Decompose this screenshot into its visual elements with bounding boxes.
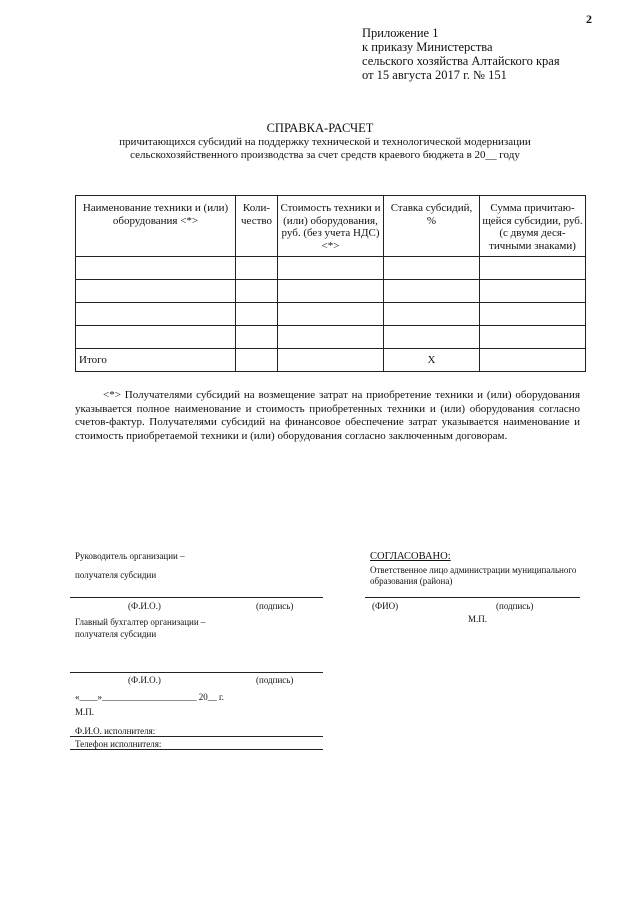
agreed-official: Ответственное лицо администрации муниципального	[370, 565, 577, 575]
executor-name: Ф.И.О. исполнителя:	[75, 726, 156, 736]
header-subsidy-rate: Ставка субсидий, %	[384, 196, 480, 257]
head-signature-line	[70, 597, 323, 598]
header-equipment-name: Наименование техники и (или) оборудования <*>	[76, 196, 236, 257]
accountant-sign-caption: (подпись)	[256, 675, 294, 685]
table-row	[76, 326, 586, 349]
agreed-fio-caption: (ФИО)	[372, 601, 399, 611]
appendix-line-1: Приложение 1	[362, 26, 439, 40]
accountant-fio-caption: (Ф.И.О.)	[128, 675, 161, 685]
document-subtitle: причитающихся субсидий на поддержку технической и технологической модернизации сельскохозяйственного производства за счет средств краевого бюджета в 20__ году	[119, 136, 531, 161]
appendix-line-2: к приказу Министерства	[362, 40, 493, 54]
executor-phone-line	[70, 749, 323, 750]
table-row	[76, 257, 586, 280]
head-title: Руководитель организации –	[75, 551, 185, 561]
total-label: Итого	[76, 349, 236, 372]
accountant-title-2: получателя субсидии	[75, 629, 157, 639]
table-total-row	[76, 349, 586, 372]
appendix-line-3: сельского хозяйства Алтайского края	[362, 54, 560, 68]
calculation-table	[75, 195, 586, 372]
agreed-sign-caption: (подпись)	[496, 601, 534, 611]
date-line: «____»_____________________ 20__ г.	[75, 692, 224, 702]
agreed-label: СОГЛАСОВАНО:	[370, 551, 451, 562]
header-cost: Стоимость техники и (или) оборудования, руб. (без учета НДС) <*>	[278, 196, 384, 257]
appendix-line-4: от 15 августа 2017 г. № 151	[362, 68, 507, 82]
left-stamp-mark: М.П.	[75, 707, 95, 717]
header-quantity: Коли-чество	[236, 196, 278, 257]
total-rate-mark: X	[384, 349, 480, 372]
executor-phone: Телефон исполнителя:	[75, 739, 162, 749]
accountant-signature-line	[70, 672, 323, 673]
executor-name-line	[70, 736, 323, 737]
right-stamp-mark: М.П.	[468, 614, 488, 624]
head-sign-caption: (подпись)	[256, 601, 294, 611]
footnote: <*> Получателями субсидий на возмещение затрат на приобретение техники и (или) оборудования указывается полное наименование и стоимость приобретенных техники и (или) оборудования согласно счетов-фактур. Получателями субсидий на финансовое обеспечение затрат указывается наименование и стоимость приобретаемой техники и (или) оборудования согласно заключенным договорам.	[75, 389, 580, 442]
accountant-title: Главный бухгалтер организации –	[75, 617, 206, 627]
head-fio-caption: (Ф.И.О.)	[128, 601, 161, 611]
appendix-header	[362, 26, 560, 82]
table-row	[76, 303, 586, 326]
document-title: СПРАВКА-РАСЧЕТ	[266, 121, 374, 135]
table-header-row	[76, 196, 586, 257]
table-row	[76, 280, 586, 303]
agreed-signature-line	[365, 597, 580, 598]
head-title-2: получателя субсидии	[75, 570, 157, 580]
header-subsidy-amount: Сумма причитаю-щейся субсидии, руб. (с двумя деся-тичными знаками)	[480, 196, 586, 257]
page-number: 2	[586, 12, 592, 26]
agreed-official-2: образования (района)	[370, 576, 453, 586]
